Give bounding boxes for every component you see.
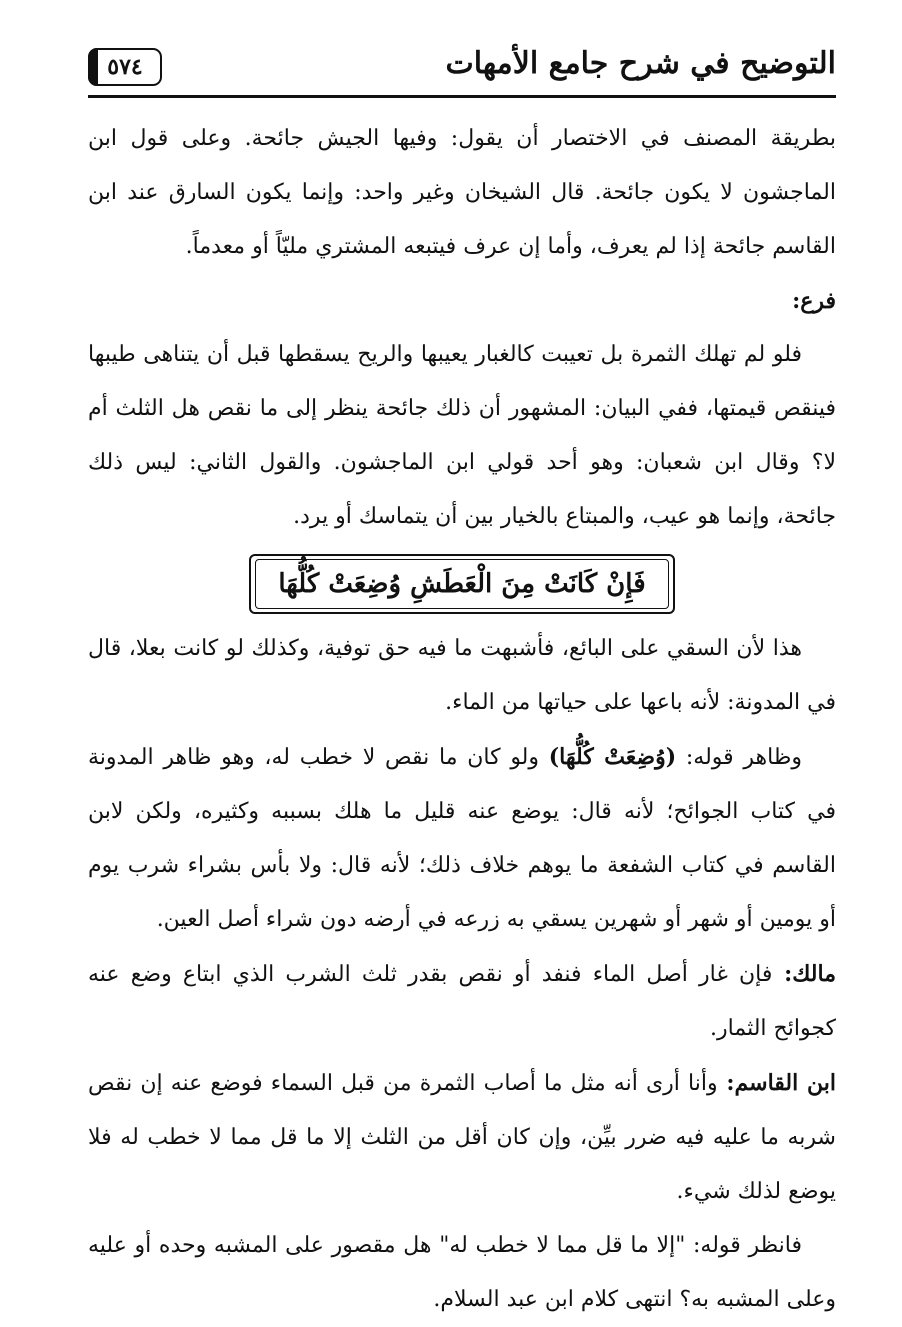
- paragraph-6-label: ابن القاسم:: [717, 1070, 836, 1096]
- paragraph-4-lead: وظاهر قوله:: [676, 745, 802, 770]
- page: [88, 40, 836, 1312]
- running-title: التوضيح في شرح جامع الأمهات: [445, 46, 836, 81]
- page-number-badge: [88, 48, 162, 86]
- body-text: [88, 112, 836, 1327]
- matn-text: فَإِنْ كَانَتْ مِنَ الْعَطَشِ وُضِعَتْ كُلُّهَا: [255, 559, 668, 609]
- section-heading-far: فرع:: [792, 288, 836, 314]
- paragraph-7: فانظر قوله: "إلا ما قل مما لا خطب له" هل مقصور على المشبه وحده أو عليه وعلى المشبه به؟ انتهى كلام ابن عبد السلام.: [88, 1233, 836, 1312]
- paragraph-4-rest: ولو كان ما نقص لا خطب له، وهو ظاهر المدونة في كتاب الجوائح؛ لأنه قال: يوضع عنه قليل ما هلك بسببه وكثيره، ولكن لابن القاسم في كتاب الشفعة ما يوهم خلاف ذلك؛ لأنه قال: ولا بأس بشراء شرب يوم أو يومين أو شهر أو شهرين يسقي به زرعه في أرضه دون شراء أصل العين.: [88, 745, 836, 932]
- paragraph-5: [88, 947, 836, 1056]
- matn-frame: [88, 554, 836, 614]
- paragraph-4-quote: (وُضِعَتْ كُلُّهَا): [548, 744, 677, 770]
- paragraph-1: بطريقة المصنف في الاختصار أن يقول: وفيها الجيش جائحة. وعلى قول ابن الماجشون لا يكون جائحة. قال الشيخان وغير واحد: وإنما يكون السارق عند ابن القاسم جائحة إذا لم يعرف، وأما إن عرف فيتبعه المشتري مليّاً أو معدماً.: [88, 126, 836, 259]
- page-number: ٥٧٤: [107, 54, 143, 80]
- paragraph-3: هذا لأن السقي على البائع، فأشبهت ما فيه حق توفية، وكذلك لو كانت بعلا، قال في المدونة: لأنه باعها على حياتها من الماء.: [88, 636, 836, 715]
- matn-outer-border: [249, 554, 674, 614]
- paragraph-5-label: مالك:: [772, 961, 836, 987]
- paragraph-6: [88, 1056, 836, 1219]
- page-header: [88, 40, 836, 98]
- header-rule: [88, 95, 836, 98]
- paragraph-5-text: فإن غار أصل الماء فنفد أو نقص بقدر ثلث الشرب الذي ابتاع وضع عنه كجوائح الثمار.: [88, 962, 836, 1041]
- paragraph-4: [88, 730, 836, 947]
- paragraph-2: فلو لم تهلك الثمرة بل تعيبت كالغبار يعيبها والريح يسقطها قبل أن يتناهى طيبها فينقص قيمتها، ففي البيان: المشهور أن ذلك جائحة ينظر إلى ما نقص هل الثلث أم لا؟ وقال ابن شعبان: وهو أحد قولي ابن الماجشون. والقول الثاني: ليس ذلك جائحة، وإنما هو عيب، والمبتاع بالخيار بين أن يتماسك أو يرد.: [88, 342, 836, 529]
- paragraph-6-text: وأنا أرى أنه مثل ما أصاب الثمرة من قبل السماء فوضع عنه إن نقص شربه ما عليه فيه ضرر بيِّن، وإن كان أقل من الثلث إلا ما قل مما لا خطب له فلا يوضع لذلك شيء.: [88, 1071, 836, 1204]
